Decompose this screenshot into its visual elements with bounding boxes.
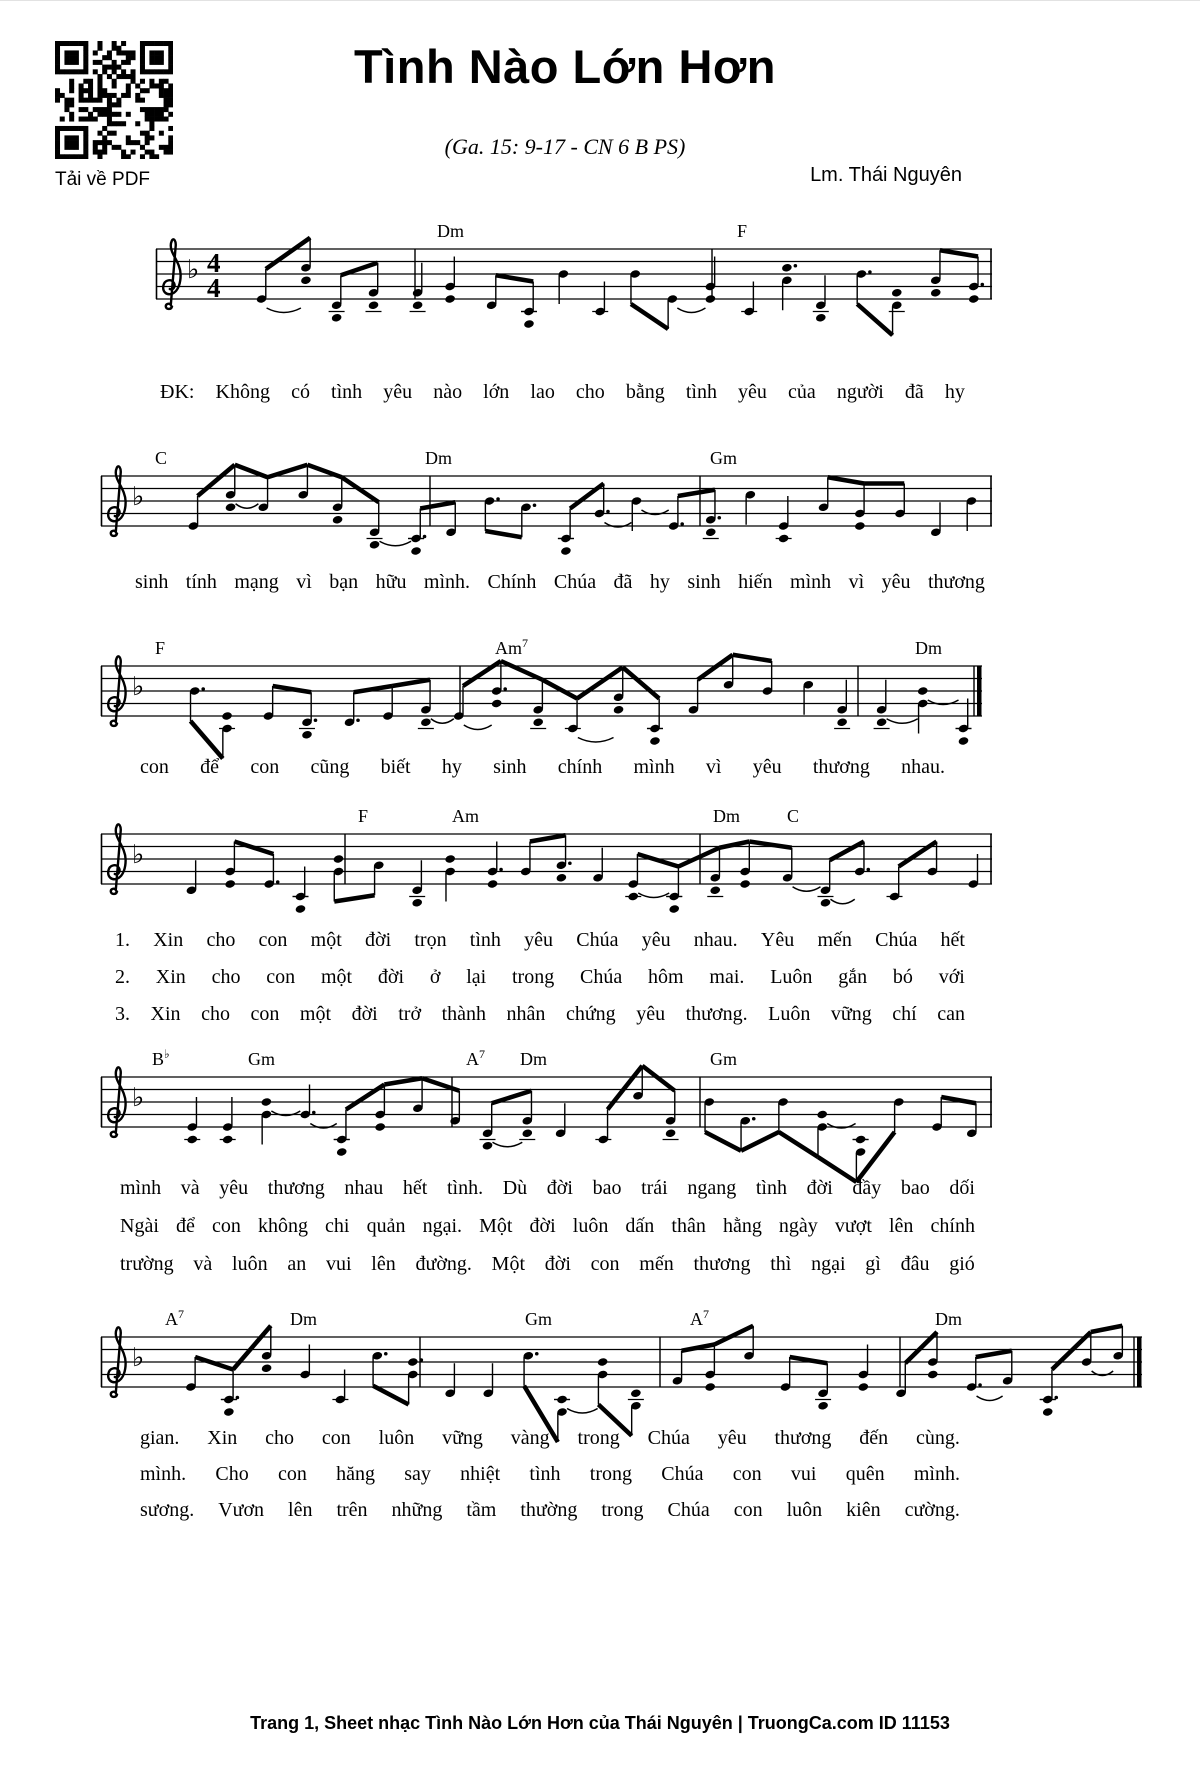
lyric-word: hôm	[648, 966, 684, 988]
lyric-word: luôn	[786, 1499, 823, 1521]
lyric-word: Chúa	[875, 929, 918, 951]
chord-label: Gm	[248, 1049, 275, 1069]
lyric-word: một	[320, 966, 353, 988]
lyric-word: đời	[365, 929, 392, 951]
lyric-word: chính	[930, 1215, 975, 1237]
flat-key-signature: ♭	[132, 672, 145, 702]
lyric-word: những	[391, 1499, 443, 1521]
lyric-word: tình.	[446, 1177, 484, 1199]
lyric-word: con	[732, 1463, 762, 1485]
lyric-word: ĐK:	[160, 381, 195, 403]
staff-system-2	[100, 434, 993, 584]
lyric-word: với	[938, 966, 965, 988]
lyric-word: đời	[529, 1215, 556, 1237]
staff-system-4	[100, 792, 993, 942]
flat-key-signature: ♭	[132, 840, 145, 870]
lyric-word: bạn	[329, 571, 359, 593]
lyric-word: trong	[512, 966, 555, 988]
lyric-word: để	[200, 756, 220, 778]
lyric-word: sinh	[135, 571, 169, 593]
chord-label: Dm	[290, 1309, 317, 1329]
lyric-word: Dù	[502, 1177, 528, 1199]
lyric-word: nào	[433, 381, 463, 403]
lyric-word: thương	[812, 756, 870, 778]
lyric-word: ngang	[687, 1177, 737, 1199]
chord-superscript: 7	[703, 1307, 709, 1321]
lyric-word: mến	[817, 929, 852, 951]
lyric-word: con	[733, 1499, 763, 1521]
page-footer: Trang 1, Sheet nhạc Tình Nào Lớn Hơn của Thái Nguyên | TruongCa.com ID 11153	[250, 1713, 950, 1733]
lyric-word: dấn	[625, 1215, 655, 1237]
lyric-word: có	[291, 381, 310, 403]
lyric-word: vui	[325, 1253, 352, 1275]
lyric-word: yêu	[717, 1427, 747, 1449]
lyric-word: hy	[441, 756, 462, 778]
lyric-word: Không	[215, 381, 270, 403]
lyric-word: chí	[892, 1003, 917, 1025]
lyric-word: trong	[577, 1427, 620, 1449]
lyric-word: cũng	[310, 756, 350, 778]
chord-superscript: ♭	[164, 1047, 170, 1061]
flat-key-signature: ♭	[132, 1343, 145, 1373]
lyric-word: cùng.	[916, 1427, 960, 1449]
lyric-word: trong	[589, 1463, 633, 1485]
lyric-word: lên	[371, 1253, 396, 1275]
lyric-line	[120, 1253, 975, 1276]
chord-label: B♭	[152, 1047, 170, 1069]
lyric-word: mình.	[140, 1463, 187, 1485]
lyric-word: yêu	[383, 381, 413, 403]
lyric-word: tầm	[466, 1499, 497, 1521]
lyric-word: trường	[120, 1253, 174, 1275]
lyric-word: con	[266, 966, 296, 988]
lyric-word: yêu	[219, 1177, 249, 1199]
chord-label: Am	[452, 806, 479, 826]
lyric-line	[140, 1499, 960, 1522]
lyric-word: con	[321, 1427, 351, 1449]
lyric-word: nhiệt	[460, 1463, 501, 1485]
lyric-word: yêu	[752, 756, 782, 778]
lyric-word: vì	[705, 756, 722, 778]
lyric-word: một	[310, 929, 342, 951]
lyric-word: vì	[296, 571, 312, 593]
lyric-word: đã	[904, 381, 924, 403]
lyric-word: Chúa	[553, 571, 597, 593]
lyric-word: vững	[830, 1003, 872, 1025]
lyric-word: thì	[770, 1253, 792, 1275]
lyric-word: hết	[940, 929, 965, 951]
lyric-word: đời	[546, 1177, 573, 1199]
lyric-word: hăng	[336, 1463, 375, 1485]
lyric-word: Chúa	[667, 1499, 710, 1521]
chord-superscript: 7	[178, 1307, 184, 1321]
chord-superscript: 7	[522, 636, 528, 650]
lyric-word: con	[211, 1215, 241, 1237]
lyric-word: mình.	[423, 571, 471, 593]
lyric-word: nhau.	[693, 929, 738, 951]
lyric-word: tình	[685, 381, 717, 403]
lyric-word: sương.	[140, 1499, 195, 1521]
lyric-word: cho	[265, 1427, 295, 1449]
lyric-word: 3.	[115, 1003, 130, 1025]
lyric-word: Một	[479, 1215, 513, 1237]
lyric-word: Chúa	[580, 966, 623, 988]
lyric-word: mình	[790, 571, 832, 593]
lyric-word: Chúa	[576, 929, 619, 951]
lyric-word: hiến	[738, 571, 773, 593]
lyric-word: một	[299, 1003, 332, 1025]
chord-label: Dm	[437, 221, 464, 241]
lyric-word: con	[258, 929, 288, 951]
lyric-word: Ngài	[120, 1215, 159, 1237]
lyric-word: ngày	[778, 1215, 818, 1237]
lyric-word: trọn	[414, 929, 447, 951]
lyric-word: Xin	[207, 1427, 238, 1449]
lyric-word: Yêu	[760, 929, 795, 951]
lyric-word: luôn	[232, 1253, 268, 1275]
lyric-word: con	[140, 756, 169, 778]
lyric-word: nhân	[506, 1003, 546, 1025]
staff-system-6	[100, 1295, 1143, 1445]
chord-label: F	[358, 806, 369, 826]
lyric-word: đã	[613, 571, 633, 593]
lyric-word: tình	[331, 381, 363, 403]
chord-label: Dm	[935, 1309, 962, 1329]
lyric-word: chính	[557, 756, 603, 778]
chord-label: Dm	[520, 1049, 547, 1069]
lyric-word: cho	[211, 966, 241, 988]
lyric-word: ở	[429, 966, 441, 988]
lyric-word: Luôn	[770, 966, 813, 988]
lyric-word: tình	[755, 1177, 787, 1199]
lyric-word: con	[590, 1253, 620, 1275]
lyric-word: mình	[633, 756, 675, 778]
chord-label: Dm	[915, 638, 942, 658]
lyric-word: Vươn	[218, 1499, 265, 1521]
lyric-line	[135, 571, 985, 594]
lyric-word: trong	[601, 1499, 644, 1521]
chord-label: Dm	[713, 806, 740, 826]
lyric-word: quên	[845, 1463, 885, 1485]
lyric-word: thương	[693, 1253, 751, 1275]
lyric-word: người	[836, 381, 884, 403]
lyric-line	[140, 1463, 960, 1486]
lyric-word: yêu	[524, 929, 554, 951]
lyric-word: không	[257, 1215, 308, 1237]
lyric-word: kiên	[846, 1499, 881, 1521]
lyric-word: cho	[201, 1003, 230, 1025]
lyric-word: lên	[288, 1499, 313, 1521]
lyric-word: đâu	[900, 1253, 930, 1275]
lyric-word: Chính	[487, 571, 537, 593]
lyric-word: và	[193, 1253, 213, 1275]
lyric-line	[120, 1177, 975, 1200]
lyric-word: gì	[865, 1253, 881, 1275]
lyric-word: trái	[641, 1177, 668, 1199]
lyric-word: vững	[442, 1427, 483, 1449]
lyric-line	[115, 966, 965, 989]
song-title: Tình Nào Lớn Hơn	[353, 40, 777, 93]
lyric-line	[160, 381, 965, 404]
lyric-word: lao	[530, 381, 555, 403]
chord-label: Gm	[710, 448, 737, 468]
lyric-word: chứng	[565, 1003, 616, 1025]
lyric-word: thường	[520, 1499, 578, 1521]
lyric-line	[140, 1427, 960, 1450]
lyric-word: gắn	[838, 966, 868, 988]
lyric-word: yêu	[881, 571, 911, 593]
lyric-word: Một	[491, 1253, 525, 1275]
lyric-word: hữu	[375, 571, 407, 593]
lyric-word: gian.	[140, 1427, 180, 1449]
lyric-word: tình	[469, 929, 501, 951]
lyric-word: Chúa	[661, 1463, 704, 1485]
lyric-word: mạng	[234, 571, 279, 593]
lyric-word: sinh	[687, 571, 721, 593]
lyric-word: thương	[927, 571, 985, 593]
download-pdf-label[interactable]: Tải về PDF	[55, 169, 151, 190]
lyric-word: cường.	[904, 1499, 960, 1521]
lyric-word: vàng	[510, 1427, 550, 1449]
lyric-line	[115, 1003, 965, 1026]
lyric-word: mình	[120, 1177, 162, 1199]
lyric-word: hy	[944, 381, 965, 403]
chord-label: F	[737, 221, 748, 241]
chord-label: Gm	[525, 1309, 552, 1329]
lyric-word: vui	[790, 1463, 817, 1485]
lyric-word: đầy	[852, 1177, 882, 1199]
composer-name: Lm. Thái Nguyên	[810, 164, 962, 186]
lyric-word: cho	[206, 929, 236, 951]
lyric-word: trên	[336, 1499, 368, 1521]
lyric-word: thương	[267, 1177, 325, 1199]
lyric-word: quản	[366, 1215, 406, 1237]
chord-superscript: 7	[479, 1047, 485, 1061]
lyric-word: bó	[892, 966, 913, 988]
lyric-word: vượt	[834, 1215, 872, 1237]
lyric-word: lên	[888, 1215, 914, 1237]
staff-system-1	[155, 207, 993, 357]
chord-label: C	[155, 448, 168, 468]
lyric-word: can	[937, 1003, 965, 1025]
lyric-word: chi	[325, 1215, 350, 1237]
lyric-word: Luôn	[768, 1003, 811, 1025]
lyric-word: tính	[185, 571, 217, 593]
lyric-word: thương	[774, 1427, 832, 1449]
flat-key-signature: ♭	[132, 482, 145, 512]
lyric-word: của	[788, 381, 816, 403]
lyric-word: yêu	[738, 381, 767, 403]
lyric-word: ngại	[811, 1253, 846, 1275]
lyric-word: cho	[575, 381, 605, 403]
lyric-word: thân	[671, 1215, 706, 1237]
lyric-word: hy	[649, 571, 670, 593]
staff-system-3	[100, 624, 983, 774]
lyric-word: bao	[900, 1177, 930, 1199]
lyric-line	[115, 929, 965, 952]
lyric-word: Cho	[215, 1463, 249, 1485]
lyric-word: trở	[398, 1003, 422, 1025]
lyric-word: yêu	[641, 929, 671, 951]
lyric-word: 1.	[115, 929, 130, 951]
lyric-word: biết	[380, 756, 411, 778]
lyric-word: Xin	[150, 1003, 181, 1025]
lyric-word: mình.	[913, 1463, 960, 1485]
chord-label: $A^7$	[466, 1047, 485, 1069]
lyric-word: thành	[441, 1003, 486, 1025]
lyric-word: say	[404, 1463, 431, 1485]
lyric-word: luôn	[378, 1427, 415, 1449]
lyric-word: con	[250, 756, 280, 778]
lyric-word: gió	[949, 1253, 975, 1275]
lyric-word: tình	[529, 1463, 561, 1485]
lyric-word: Xin	[153, 929, 184, 951]
chord-label: $A^7$	[165, 1307, 184, 1329]
flat-key-signature: ♭	[187, 255, 200, 285]
lyric-word: bằng	[625, 381, 665, 403]
lyric-word: nhau	[344, 1177, 384, 1199]
lyric-word: đời	[351, 1003, 378, 1025]
lyric-word: hết	[402, 1177, 428, 1199]
lyric-word: mai.	[709, 966, 745, 988]
lyric-word: Xin	[155, 966, 186, 988]
lyric-word: đời	[806, 1177, 833, 1199]
lyric-word: con	[250, 1003, 280, 1025]
lyric-word: ngại.	[422, 1215, 462, 1237]
lyric-word: 2.	[115, 966, 130, 988]
lyric-word: thương.	[685, 1003, 748, 1025]
lyric-line	[120, 1215, 975, 1238]
lyric-word: lại	[466, 966, 487, 988]
chord-label: C	[787, 806, 800, 826]
lyric-word: hằng	[722, 1215, 762, 1237]
chord-label: $A^7$	[690, 1307, 709, 1329]
scripture-reference: (Ga. 15: 9-17 - CN 6 B PS)	[444, 134, 686, 159]
chord-label: Dm	[425, 448, 452, 468]
lyric-word: đường.	[415, 1253, 472, 1275]
lyric-word: đến	[859, 1427, 889, 1449]
lyric-word: dối	[949, 1177, 975, 1199]
time-signature: 4	[207, 248, 221, 278]
lyric-word: mến	[639, 1253, 674, 1275]
lyric-word: sinh	[493, 756, 527, 778]
lyric-word: bao	[592, 1177, 622, 1199]
flat-key-signature: ♭	[132, 1083, 145, 1113]
chord-label: F	[155, 638, 166, 658]
lyric-line	[140, 756, 945, 779]
lyric-word: lớn	[483, 381, 510, 403]
chord-label: Gm	[710, 1049, 737, 1069]
chord-label: Am$^7$	[495, 636, 528, 658]
lyric-word: Chúa	[647, 1427, 690, 1449]
lyric-word: con	[277, 1463, 307, 1485]
lyric-word: vì	[848, 571, 865, 593]
lyric-word: để	[175, 1215, 195, 1237]
lyric-word: nhau.	[901, 756, 945, 778]
lyric-word: và	[180, 1177, 200, 1199]
lyric-word: yêu	[636, 1003, 666, 1025]
lyric-word: an	[287, 1253, 307, 1275]
lyric-word: luôn	[572, 1215, 609, 1237]
lyric-word: đời	[544, 1253, 571, 1275]
time-signature: 4	[207, 273, 221, 303]
lyric-word: đời	[377, 966, 405, 988]
